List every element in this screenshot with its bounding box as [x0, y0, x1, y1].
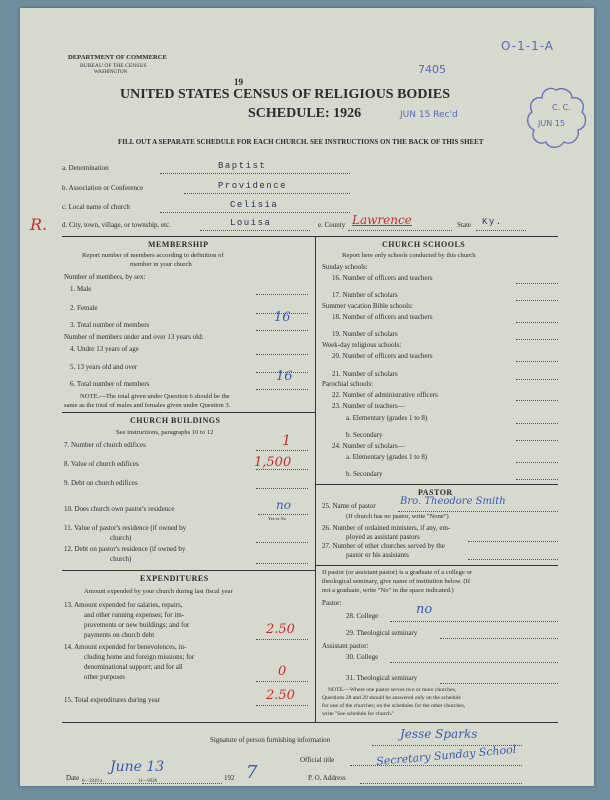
q10-label: 10. Does church own pastor's residence: [64, 505, 175, 513]
q18-label: 18. Number of officers and teachers: [332, 313, 433, 321]
q26-label: 26. Number of ordained ministers, if any, em-: [322, 524, 451, 532]
q22-line: [516, 400, 558, 401]
q14-line2: cluding home and foreign missions; for: [84, 653, 195, 661]
q1-label: 1. Male: [70, 285, 92, 293]
frame-top: [62, 236, 558, 237]
membership-subtitle: Report number of members according to definition of: [82, 252, 224, 259]
q26-line: [468, 541, 558, 542]
margin-mark: R.: [30, 215, 48, 234]
q23b-line: [516, 440, 558, 441]
denomination-label: a. Denomination: [62, 164, 109, 172]
under-over-label: Number of members under and over 13 years old:: [64, 333, 204, 341]
parochial-label: Parochial schools:: [322, 380, 374, 388]
local-name-line: [160, 212, 350, 213]
city-line: [200, 230, 310, 231]
form-number: 6—3319 a: [82, 779, 103, 784]
q31-line: [440, 683, 558, 684]
schools-subtitle: Report here only schools conducted by this church: [342, 252, 476, 259]
q8-value[interactable]: 1,500: [254, 455, 292, 470]
q10-hint: Yes or No: [268, 516, 287, 521]
date-value[interactable]: June 13: [110, 759, 165, 775]
q12-label2: church): [110, 555, 132, 563]
by-sex-label: Number of members, by sex:: [64, 273, 146, 281]
q25-value[interactable]: Bro. Theodore Smith: [400, 496, 506, 507]
q12-label: 12. Debt on pastor's residence (if owned by: [64, 545, 186, 553]
q15-label: 15. Total expenditures during year: [64, 696, 160, 704]
q14-line: [256, 681, 308, 682]
q7-label: 7. Number of church edifices: [64, 441, 146, 449]
expenditures-subtitle: Amount expended by your church during last fiscal year: [84, 588, 233, 595]
q15-value[interactable]: 2.50: [266, 688, 295, 703]
q28-line: [390, 621, 558, 622]
q6-line: [256, 389, 308, 390]
pastor-sub-label: Pastor:: [322, 599, 342, 607]
q5-label: 5. 13 years old and over: [70, 363, 138, 371]
cc-received-stamp: [522, 84, 590, 152]
frame-bottom: [62, 722, 558, 723]
q23a-line: [516, 423, 558, 424]
q10-value[interactable]: no: [276, 498, 291, 512]
q21-label: 21. Number of scholars: [332, 370, 398, 378]
state-line: [476, 230, 526, 231]
q30-label: 30. College: [346, 653, 379, 661]
grad-note1: If pastor (or assistant pastor) is a graduate of a college or: [322, 569, 472, 576]
census-form: [20, 8, 594, 786]
q25-hint: (If church has no pastor, write "None"): [346, 513, 449, 520]
state-value[interactable]: Ky.: [482, 217, 503, 227]
sunday-label: Sunday schools:: [322, 263, 368, 271]
grad-note2: theological seminary, give name of institution below. (If: [322, 578, 471, 585]
association-label: b. Association or Conference: [62, 184, 144, 192]
q16-label: 16. Number of officers and teachers: [332, 274, 433, 282]
pastor-note3: for one of the churches; on the schedules for the other churches,: [322, 703, 466, 709]
q2-label: 2. Female: [70, 304, 98, 312]
association-value[interactable]: Providence: [218, 181, 288, 191]
q25-label: 25. Name of pastor: [322, 502, 376, 510]
q24a-label: a. Elementary (grades 1 to 8): [346, 453, 428, 461]
column-divider: [315, 236, 316, 722]
signature-label: Signature of person furnishing information: [210, 736, 331, 744]
q17-label: 17. Number of scholars: [332, 291, 398, 299]
instruction-line: FILL OUT A SEPARATE SCHEDULE FOR EACH CHURCH. SEE INSTRUCTIONS ON THE BACK OF THIS SHEET: [118, 138, 484, 146]
q11-label2: church): [110, 534, 132, 542]
local-name-value[interactable]: Celisia: [230, 200, 279, 210]
q13-line4: payments on church debt: [84, 631, 155, 639]
q7-value[interactable]: 1: [282, 433, 291, 449]
county-value[interactable]: Lawrence: [352, 213, 412, 227]
q21-line: [516, 379, 558, 380]
state-label: State: [457, 221, 471, 229]
q13-value[interactable]: 2.50: [266, 622, 295, 637]
q24b-label: b. Secondary: [346, 470, 383, 478]
pastor-title: PASTOR: [418, 488, 453, 497]
q3-label: 3. Total number of members: [70, 321, 150, 329]
membership-note: NOTE.—The total given under Question 6 should be the: [80, 393, 230, 400]
q13-line3: provements or new buildings; and for: [84, 621, 190, 629]
q27-label: 27. Number of other churches served by the: [322, 542, 445, 550]
denomination-value[interactable]: Baptist: [218, 161, 267, 171]
q29-label: 29. Theological seminary: [346, 629, 418, 637]
q9-label: 9. Debt on church edifices: [64, 479, 138, 487]
pastor-divider: [315, 484, 558, 485]
buildings-title: CHURCH BUILDINGS: [130, 416, 221, 425]
q10-line: [258, 514, 308, 515]
buildings-subtitle: See instructions, paragraphs 10 to 12: [116, 429, 214, 436]
official-title-label: Official title: [300, 756, 335, 764]
census-year-superscript: 19: [234, 77, 243, 87]
q22-label: 22. Number of administrative officers: [332, 391, 438, 399]
membership-subtitle2: member in your church: [130, 261, 192, 268]
grad-divider: [315, 565, 558, 566]
assistant-label: Assistant pastor:: [322, 642, 369, 650]
q29-line: [440, 638, 558, 639]
q24a-line: [516, 462, 558, 463]
q1-line: [256, 294, 308, 295]
q14-value[interactable]: 0: [278, 664, 287, 679]
q7-line: [256, 450, 308, 451]
q28-label: 28. College: [346, 612, 379, 620]
q14-line3: denominational support; and for all: [84, 663, 183, 671]
q23b-label: b. Secondary: [346, 431, 383, 439]
address-label: P. O. Address: [308, 774, 346, 782]
q15-line: [256, 705, 308, 706]
q27-label2: pastor or his assistants: [346, 551, 409, 559]
q24b-line: [516, 479, 558, 480]
q31-label: 31. Theological seminary: [346, 674, 418, 682]
q19-label: 19. Number of scholars: [332, 330, 398, 338]
cc-date: JUN 15: [538, 119, 565, 128]
q11-label: 11. Value of pastor's residence (if owned by: [64, 524, 187, 532]
pastor-note1: NOTE.—Where one pastor serves two or more churches,: [328, 687, 457, 693]
pastor-note2: Questions 28 and 29 should be answered only on the schedule: [322, 695, 461, 701]
weekday-label: Week-day religious schools:: [322, 341, 402, 349]
year-label: 192: [224, 774, 235, 782]
q17-line: [516, 300, 558, 301]
q20-line: [516, 361, 558, 362]
summer-label: Summer vacation Bible schools:: [322, 302, 413, 310]
association-line: [184, 193, 350, 194]
q18-line: [516, 322, 558, 323]
q14-line4: other purposes: [84, 673, 126, 681]
q28-value[interactable]: no: [416, 602, 433, 617]
address-line: [360, 783, 522, 784]
expenditures-title: EXPENDITURES: [140, 574, 209, 583]
denomination-line: [160, 173, 350, 174]
q9-line: [256, 488, 308, 489]
q8-label: 8. Value of church edifices: [64, 460, 139, 468]
membership-title: MEMBERSHIP: [148, 240, 209, 249]
form-title: UNITED STATES CENSUS OF RELIGIOUS BODIES: [120, 87, 451, 102]
q26-label2: ployed as assistant pastors: [346, 533, 420, 541]
schedule-title: SCHEDULE: 1926: [248, 106, 362, 121]
q20-label: 20. Number of officers and teachers: [332, 352, 433, 360]
q23a-label: a. Elementary (grades 1 to 8): [346, 414, 428, 422]
q4-line: [256, 354, 308, 355]
q13-line2: and other running expenses; for im-: [84, 611, 185, 619]
bureau: BUREAU OF THE CENSUS: [80, 63, 147, 69]
q24-label: 24. Number of scholars—: [332, 442, 405, 450]
city-value[interactable]: Louisa: [230, 218, 272, 228]
q4-label: 4. Under 13 years of age: [70, 345, 139, 353]
q13-line: [256, 639, 308, 640]
buildings-divider: [62, 412, 315, 413]
q14-line1: 14. Amount expended for benevolences, in-: [64, 643, 187, 651]
schools-title: CHURCH SCHOOLS: [382, 240, 466, 249]
form-number-2: 11—9926: [138, 779, 158, 784]
department: DEPARTMENT OF COMMERCE: [68, 54, 167, 61]
q19-line: [516, 339, 558, 340]
q25-line: [398, 511, 558, 512]
city: WASHINGTON: [94, 70, 128, 75]
expenditures-divider: [62, 570, 315, 571]
local-name-label: c. Local name of church: [62, 203, 130, 211]
official-title-value[interactable]: Secretary Sunday School: [375, 742, 517, 769]
signature-value[interactable]: Jesse Sparks: [400, 727, 478, 741]
q13-line1: 13. Amount expended for salaries, repairs,: [64, 601, 183, 609]
q6-value[interactable]: 16: [276, 369, 293, 384]
q11-line: [256, 542, 308, 543]
city-label: d. City, town, village, or township, etc.: [62, 221, 171, 229]
q27-line: [468, 559, 558, 560]
q3-value[interactable]: 16: [274, 310, 291, 325]
q16-line: [516, 283, 558, 284]
q30-line: [390, 662, 558, 663]
q23-label: 23. Number of teachers—: [332, 402, 405, 410]
pastor-note4: write "See schedule for church.": [322, 711, 395, 717]
county-line: [348, 230, 452, 231]
q6-label: 6. Total number of members: [70, 380, 150, 388]
year-value[interactable]: 7: [246, 762, 258, 783]
file-code-stamp: O-1-1-A: [501, 39, 554, 53]
q3-line: [256, 330, 308, 331]
date-label: Date: [66, 774, 80, 782]
q12-line: [256, 563, 308, 564]
membership-note2: same as the total of males and females given under Question 3.: [64, 402, 231, 409]
received-stamp: JUN 15 Rec'd: [400, 110, 458, 120]
number-stamp: 7405: [418, 63, 446, 76]
grad-note3: not a graduate, write "No" in the space indicated.): [322, 587, 454, 594]
county-label: e. County: [318, 221, 346, 229]
cc-label: C. C.: [552, 103, 571, 112]
